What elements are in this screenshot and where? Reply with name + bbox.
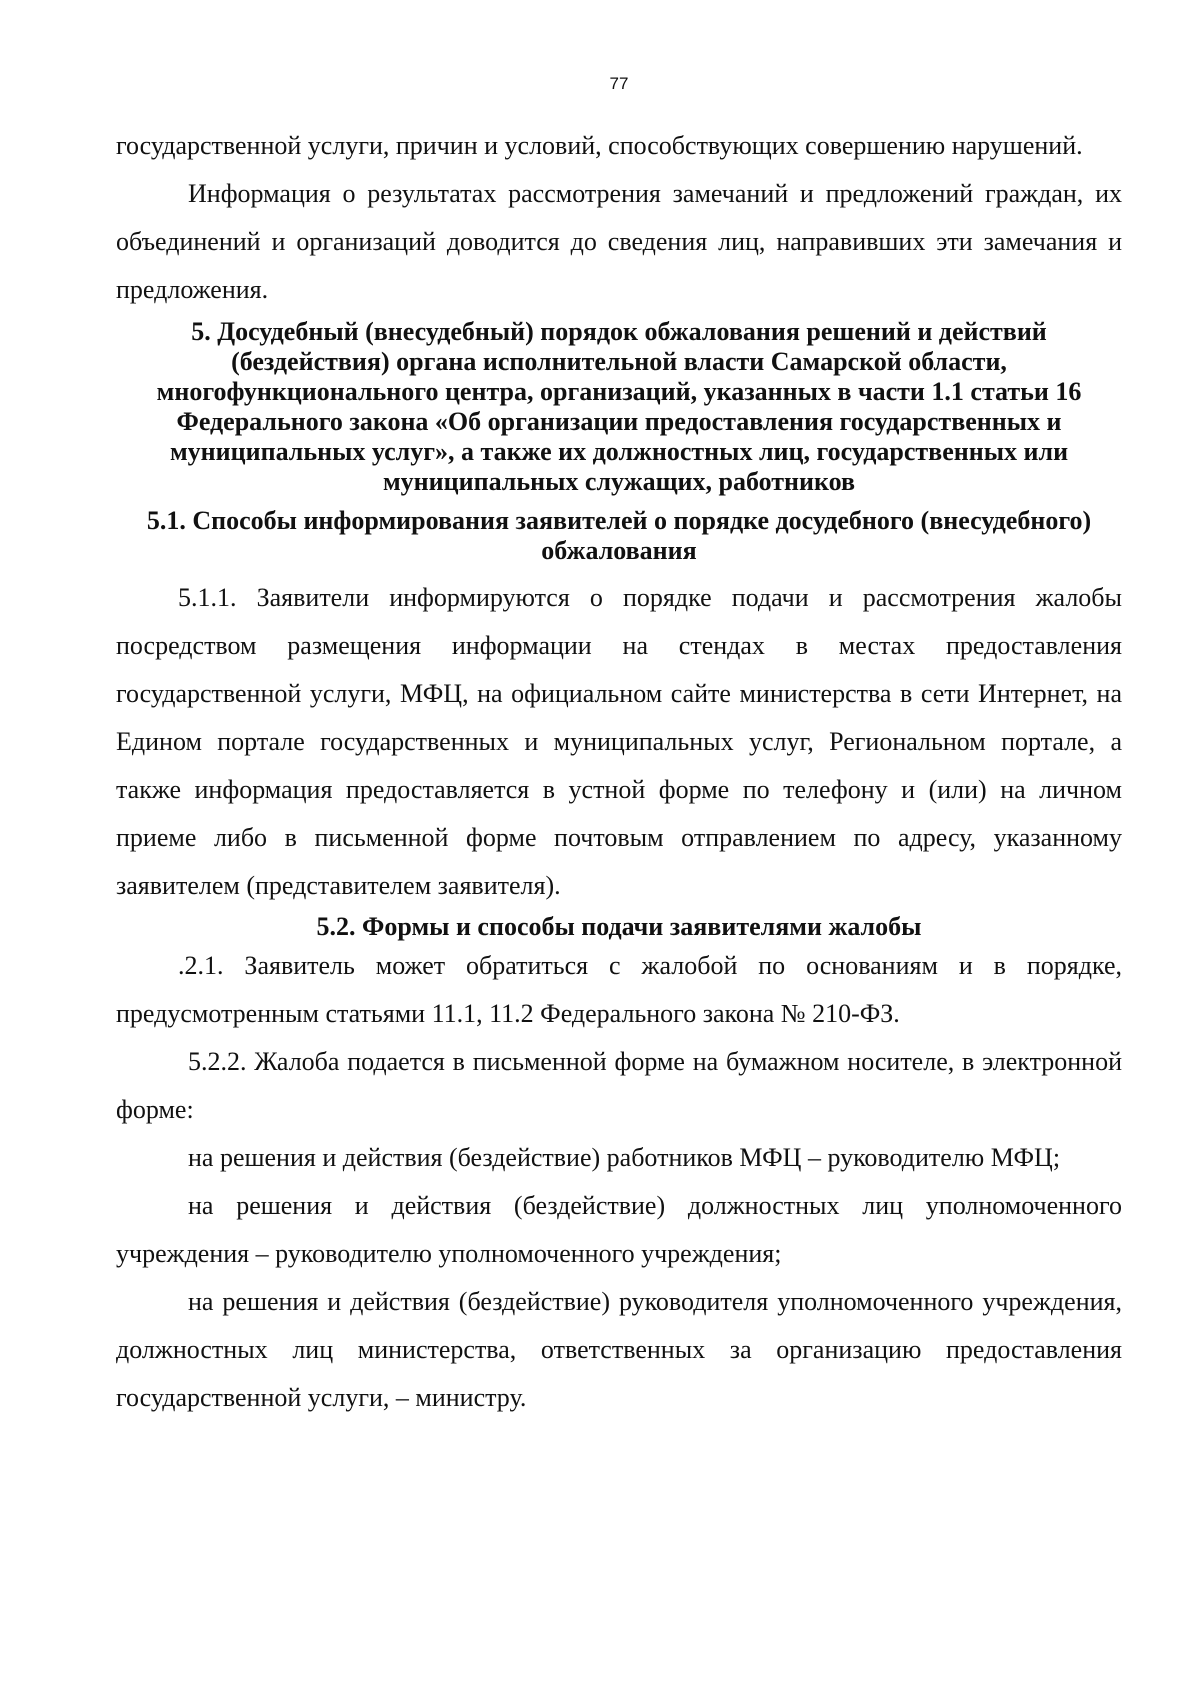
paragraph-results-info: Информация о результатах рассмотрения замечаний и предложений граждан, их объединений и организаций доводится до сведения лиц, направивших эти замечания и предложения.: [116, 179, 1122, 304]
paragraph-5-2-2: 5.2.2. Жалоба подается в письменной форме на бумажном носителе, в электронной форме:: [116, 1047, 1122, 1124]
paragraph-minister: на решения и действия (бездействие) руководителя уполномоченного учреждения, должностных лиц министерства, ответственных за организацию предоставления государственной услуги, – министру.: [116, 1287, 1122, 1412]
page-number: 77: [609, 74, 629, 93]
section-5-2-heading: 5.2. Формы и способы подачи заявителями жалобы: [316, 912, 922, 941]
document-body: [116, 122, 1122, 1422]
section-5-1-heading: 5.1. Способы информирования заявителей о порядке досудебного (внесудебного) обжалования: [146, 506, 1092, 565]
paragraph-continuation: государственной услуги, причин и условий, способствующих совершению нарушений.: [116, 131, 1083, 160]
paragraph-5-2-1: .2.1. Заявитель может обратиться с жалобой по основаниям и в порядке, предусмотренным статьями 11.1, 11.2 Федерального закона № 210-ФЗ.: [116, 951, 1122, 1028]
paragraph-mfc-workers: на решения и действия (бездействие) работников МФЦ – руководителю МФЦ;: [188, 1143, 1061, 1172]
paragraph-authorized-officials: на решения и действия (бездействие) должностных лиц уполномоченного учреждения – руководителю уполномоченного учреждения;: [116, 1191, 1122, 1268]
section-5-heading: 5. Досудебный (внесудебный) порядок обжалования решений и действий (бездействия) органа исполнительной власти Самарской области, многофункционального центра, организаций, указанных в части 1.1 статьи 16 Федерального закона «Об организации предоставления государственных и муниципальных услуг», а также их должностных лиц, государственных или муниципальных служащих, работников: [156, 317, 1082, 496]
paragraph-5-1-1: 5.1.1. Заявители информируются о порядке подачи и рассмотрения жалобы посредством размещения информации на стендах в местах предоставления государственной услуги, МФЦ, на официальном сайте министерства в сети Интернет, на Едином портале государственных и муниципальных услуг, Региональном портале, а также информация предоставляется в устной форме по телефону и (или) на личном приеме либо в письменной форме почтовым отправлением по адресу, указанному заявителем (представителем заявителя).: [116, 583, 1122, 900]
